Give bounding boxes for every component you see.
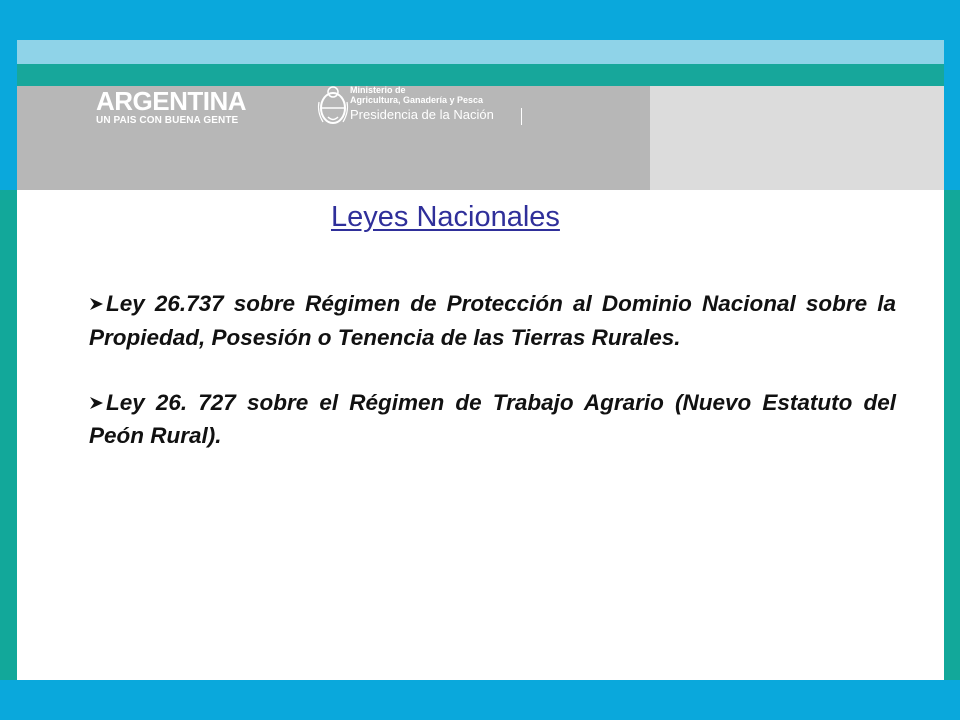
page-title: Leyes Nacionales bbox=[331, 201, 560, 233]
arrow-bullet-icon bbox=[89, 395, 105, 411]
argentina-crest-icon bbox=[315, 82, 351, 128]
ministry-divider bbox=[521, 108, 522, 125]
logo-title: ARGENTINA bbox=[96, 86, 247, 116]
header-teal-strip bbox=[17, 64, 944, 86]
argentina-logo bbox=[96, 88, 246, 126]
logo-tagline: UN PAIS CON BUENA GENTE bbox=[96, 115, 239, 126]
list-item-text: Ley 26.737 sobre Régimen de Protección al Dominio Nacional sobre la Propiedad, Posesión o Tenencia de las Tierras Rurales. bbox=[89, 291, 896, 350]
list-item-text: Ley 26. 727 sobre el Régimen de Trabajo Agrario (Nuevo Estatuto del Peón Rural). bbox=[89, 389, 896, 449]
background-bottom-band bbox=[0, 680, 960, 720]
arrow-bullet-icon bbox=[89, 296, 105, 312]
ministry-line-1: Ministerio de bbox=[350, 85, 406, 95]
ministry-line-2: Agricultura, Ganadería y Pesca bbox=[350, 95, 484, 106]
list-item bbox=[89, 386, 896, 454]
header-top-strip bbox=[17, 40, 944, 64]
header-right-band bbox=[650, 86, 944, 190]
law-list bbox=[89, 287, 896, 484]
list-item bbox=[89, 287, 896, 355]
ministry-line-3: Presidencia de la Nación bbox=[350, 106, 494, 122]
ministry-name bbox=[350, 85, 494, 123]
